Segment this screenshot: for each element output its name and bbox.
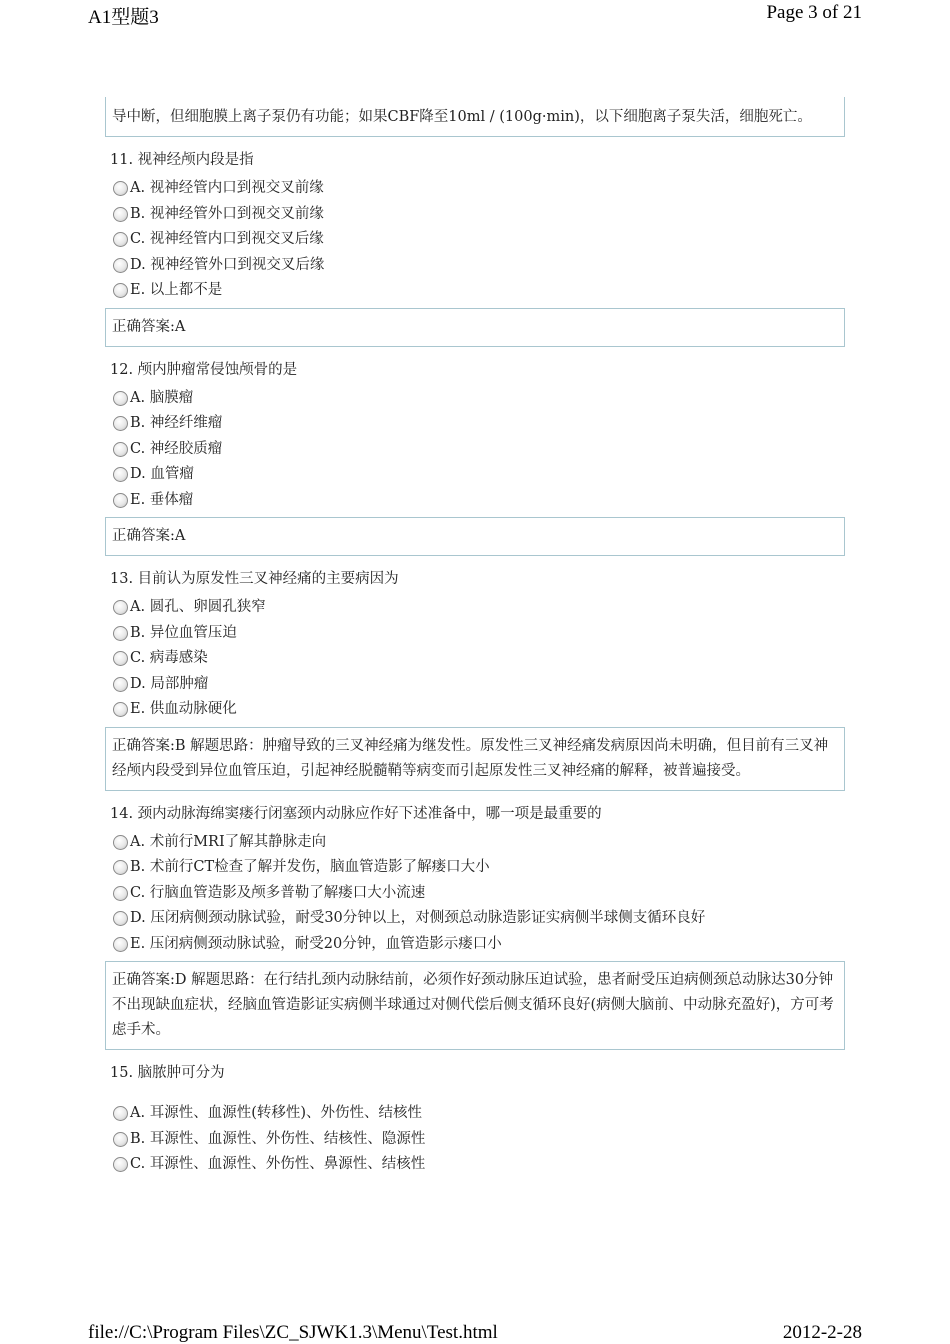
radio-icon[interactable] — [113, 702, 128, 717]
radio-icon[interactable] — [113, 626, 128, 641]
radio-icon[interactable] — [113, 886, 128, 901]
option-c[interactable] — [113, 227, 845, 253]
option-b[interactable] — [113, 855, 845, 881]
option-list — [113, 595, 845, 723]
radio-icon[interactable] — [113, 442, 128, 457]
option-a[interactable] — [113, 386, 845, 412]
option-label: A. 脑膜瘤 — [130, 389, 194, 406]
option-d[interactable] — [113, 462, 845, 488]
option-label: D. 血管瘤 — [130, 466, 194, 482]
radio-icon[interactable] — [113, 835, 128, 850]
option-label: D. 局部肿瘤 — [130, 675, 209, 692]
option-label: B. 神经纤维瘤 — [130, 415, 223, 431]
answer-box — [105, 517, 845, 556]
option-b[interactable] — [113, 411, 845, 437]
radio-icon[interactable] — [113, 283, 128, 298]
question-list — [105, 97, 845, 1182]
radio-icon[interactable] — [113, 258, 128, 273]
option-label: C. 视神经管内口到视交叉后缘 — [130, 231, 324, 247]
question-stem: 12. 颅内肿瘤常侵蚀颅骨的是 — [110, 361, 298, 378]
option-b[interactable] — [113, 202, 845, 228]
answer-text: 正确答案:A — [112, 528, 186, 544]
option-label: E. 供血动脉硬化 — [130, 701, 237, 717]
option-b[interactable] — [113, 1127, 845, 1153]
option-list — [113, 830, 845, 958]
option-a[interactable] — [113, 1101, 845, 1127]
option-a[interactable] — [113, 595, 845, 621]
radio-icon[interactable] — [113, 937, 128, 952]
option-label: B. 视神经管外口到视交叉前缘 — [130, 205, 324, 222]
page-number: Page 3 of 21 — [766, 2, 862, 23]
radio-icon[interactable] — [113, 600, 128, 615]
option-d[interactable] — [113, 906, 845, 932]
radio-icon[interactable] — [113, 860, 128, 875]
answer-text: 正确答案:A — [112, 318, 186, 335]
option-label: B. 异位血管压迫 — [130, 624, 237, 641]
answer-explanation-box — [105, 97, 845, 137]
option-e[interactable] — [113, 278, 845, 304]
option-a[interactable] — [113, 830, 845, 856]
option-list — [113, 1101, 845, 1178]
print-date: 2012-2-28 — [782, 1322, 862, 1343]
option-label: E. 压闭病侧颈动脉试验，耐受20分钟，血管造影示瘘口小 — [130, 935, 502, 952]
option-label: C. 病毒感染 — [130, 650, 208, 666]
radio-icon[interactable] — [113, 1132, 128, 1147]
option-b[interactable] — [113, 621, 845, 647]
option-label: E. 垂体瘤 — [130, 491, 194, 508]
radio-icon[interactable] — [113, 181, 128, 196]
option-c[interactable] — [113, 437, 845, 463]
option-label: A. 视神经管内口到视交叉前缘 — [130, 180, 324, 196]
radio-icon[interactable] — [113, 677, 128, 692]
file-path: file://C:\Program Files\ZC_SJWK1.3\Menu\Test.html — [88, 1322, 498, 1343]
radio-icon[interactable] — [113, 232, 128, 247]
radio-icon[interactable] — [113, 391, 128, 406]
question-stem: 13. 目前认为原发性三叉神经痛的主要病因为 — [110, 571, 399, 587]
option-label: D. 视神经管外口到视交叉后缘 — [130, 256, 325, 273]
option-list — [113, 386, 845, 514]
radio-icon[interactable] — [113, 651, 128, 666]
option-d[interactable] — [113, 253, 845, 279]
radio-icon[interactable] — [113, 1157, 128, 1172]
option-label: C. 耳源性、血源性、外伤性、鼻源性、结核性 — [130, 1156, 426, 1172]
option-c[interactable] — [113, 881, 845, 907]
option-c[interactable] — [113, 646, 845, 672]
option-label: B. 术前行CT检查了解并发伤，脑血管造影了解瘘口大小 — [130, 859, 490, 875]
option-e[interactable] — [113, 488, 845, 514]
radio-icon[interactable] — [113, 911, 128, 926]
question-stem: 14. 颈内动脉海绵窦瘘行闭塞颈内动脉应作好下述准备中，哪一项是最重要的 — [110, 805, 602, 822]
option-c[interactable] — [113, 1152, 845, 1178]
option-label: D. 压闭病侧颈动脉试验，耐受30分钟以上，对侧颈总动脉造影证实病侧半球侧支循环良好 — [130, 910, 706, 926]
option-d[interactable] — [113, 672, 845, 698]
option-label: E. 以上都不是 — [130, 282, 223, 298]
option-e[interactable] — [113, 697, 845, 723]
option-e[interactable] — [113, 932, 845, 958]
radio-icon[interactable] — [113, 416, 128, 431]
radio-icon[interactable] — [113, 1106, 128, 1121]
option-label: A. 术前行MRI了解其静脉走向 — [130, 833, 327, 850]
answer-text: 正确答案:B 解题思路：肿瘤导致的三叉神经痛为继发性。原发性三叉神经痛发病原因尚未明确，但目前有三叉神经颅内段受到异位血管压迫，引起神经脱髓鞘等病变而引起原发性三叉神经痛的解释，被普遍接受。 — [112, 737, 829, 779]
radio-icon[interactable] — [113, 467, 128, 482]
option-label: C. 神经胶质瘤 — [130, 440, 223, 457]
radio-icon[interactable] — [113, 493, 128, 508]
page-header-title: A1型题3 — [88, 7, 159, 28]
radio-icon[interactable] — [113, 207, 128, 222]
answer-box — [105, 727, 845, 791]
option-list — [113, 176, 845, 304]
option-label: C. 行脑血管造影及颅多普勒了解瘘口大小流速 — [130, 884, 426, 901]
question-stem: 15. 脑脓肿可分为 — [110, 1065, 225, 1081]
option-a[interactable] — [113, 176, 845, 202]
option-label: B. 耳源性、血源性、外伤性、结核性、隐源性 — [130, 1130, 426, 1147]
carry-over-text: 导中断，但细胞膜上离子泵仍有功能；如果CBF降至10ml / (100g·min)，以下细胞离子泵失活，细胞死亡。 — [112, 109, 812, 125]
option-label: A. 耳源性、血源性(转移性)、外伤性、结核性 — [130, 1105, 423, 1121]
question-stem: 11. 视神经颅内段是指 — [110, 152, 254, 168]
answer-text: 正确答案:D 解题思路：在行结扎颈内动脉结前，必须作好颈动脉压迫试验，患者耐受压迫病侧颈总动脉达30分钟不出现缺血症状，经脑血管造影证实病侧半球通过对侧代偿后侧支循环良好(病侧大脑前、中动脉充盈好)，方可考虑手术。 — [112, 972, 834, 1038]
option-label: A. 圆孔、卵圆孔狭窄 — [130, 599, 266, 615]
answer-box — [105, 308, 845, 347]
answer-box — [105, 961, 845, 1050]
